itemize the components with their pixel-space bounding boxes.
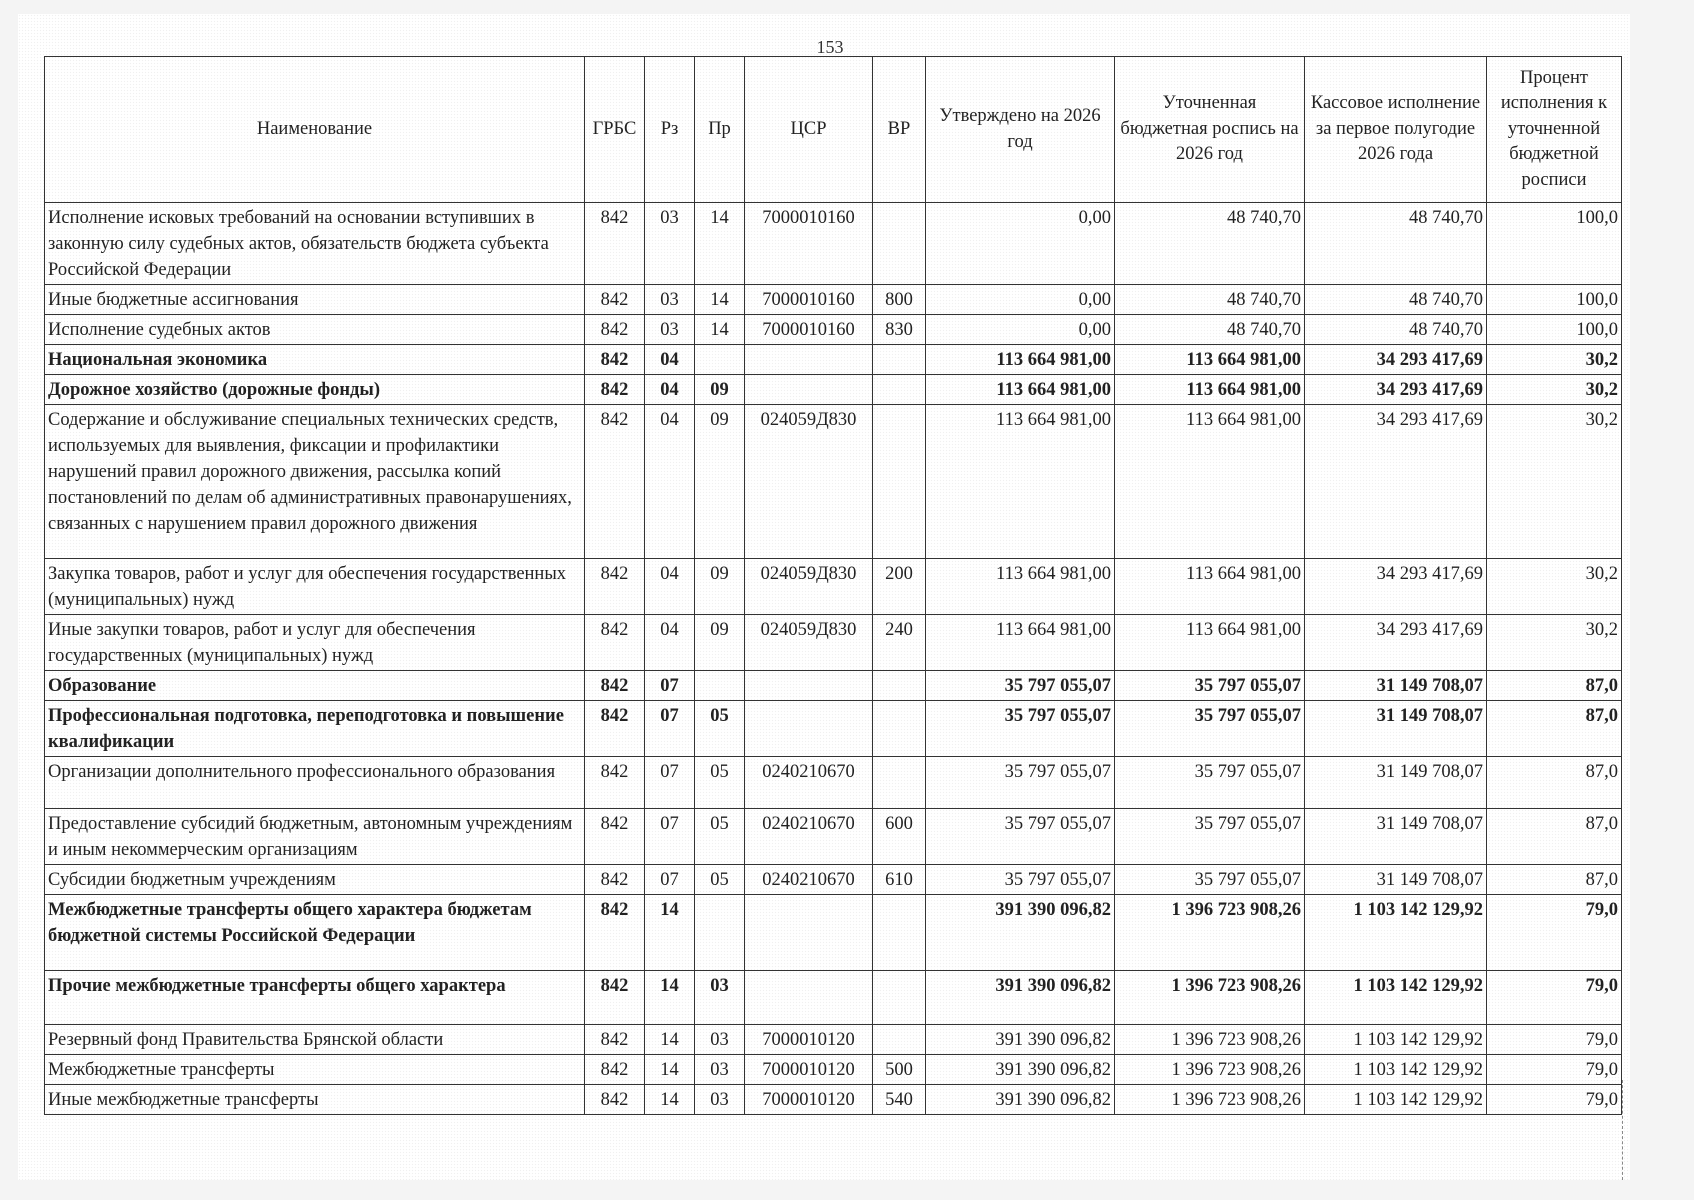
- cell-cash: 34 293 417,69: [1305, 345, 1487, 375]
- cell-vr: 610: [873, 865, 926, 895]
- cell-refined: 35 797 055,07: [1115, 671, 1305, 701]
- cell-pr: 14: [695, 285, 745, 315]
- cell-grbs: 842: [585, 671, 645, 701]
- cell-percent: 30,2: [1487, 559, 1622, 615]
- cell-approved: 0,00: [926, 285, 1115, 315]
- table-row: [45, 809, 1622, 865]
- cell-csr: 7000010120: [745, 1085, 873, 1115]
- cell-rz: 07: [645, 809, 695, 865]
- cell-vr: 800: [873, 285, 926, 315]
- cell-cash: 48 740,70: [1305, 315, 1487, 345]
- cell-cash: 31 149 708,07: [1305, 865, 1487, 895]
- cell-approved: 391 390 096,82: [926, 895, 1115, 971]
- cell-csr: [745, 701, 873, 757]
- cell-refined: 113 664 981,00: [1115, 375, 1305, 405]
- cell-csr: 7000010160: [745, 285, 873, 315]
- cell-approved: 391 390 096,82: [926, 1085, 1115, 1115]
- cell-grbs: 842: [585, 345, 645, 375]
- cell-pr: 05: [695, 701, 745, 757]
- cell-refined: 1 396 723 908,26: [1115, 971, 1305, 1025]
- header-refined: Уточненная бюджетная роспись на 2026 год: [1115, 57, 1305, 203]
- cell-cash: 1 103 142 129,92: [1305, 1055, 1487, 1085]
- cell-cash: 34 293 417,69: [1305, 615, 1487, 671]
- cell-refined: 113 664 981,00: [1115, 615, 1305, 671]
- cell-refined: 113 664 981,00: [1115, 405, 1305, 559]
- cell-approved: 0,00: [926, 203, 1115, 285]
- cell-vr: [873, 345, 926, 375]
- cell-cash: 1 103 142 129,92: [1305, 895, 1487, 971]
- cell-approved: 391 390 096,82: [926, 1025, 1115, 1055]
- cell-refined: 48 740,70: [1115, 315, 1305, 345]
- cell-grbs: 842: [585, 615, 645, 671]
- cell-grbs: 842: [585, 701, 645, 757]
- cell-vr: [873, 203, 926, 285]
- cell-vr: 500: [873, 1055, 926, 1085]
- page-number: 153: [816, 37, 844, 57]
- cell-rz: 07: [645, 865, 695, 895]
- cell-vr: [873, 757, 926, 809]
- cell-name: Иные межбюджетные трансферты: [45, 1085, 585, 1115]
- cell-name: Межбюджетные трансферты общего характера бюджетам бюджетной системы Российской Федерации: [45, 895, 585, 971]
- cell-cash: 34 293 417,69: [1305, 559, 1487, 615]
- cell-csr: 0240210670: [745, 757, 873, 809]
- cell-grbs: 842: [585, 1055, 645, 1085]
- cell-csr: [745, 375, 873, 405]
- cell-refined: 35 797 055,07: [1115, 701, 1305, 757]
- cell-pr: 05: [695, 809, 745, 865]
- cell-percent: 87,0: [1487, 757, 1622, 809]
- cell-percent: 100,0: [1487, 203, 1622, 285]
- cell-name: Содержание и обслуживание специальных технических средств, используемых для выявления, фиксации и профилактики нарушений правил дорожного движения, рассылка копий постановлений по делам об административных правонарушениях, связанных с нарушением правил дорожного движения: [45, 405, 585, 559]
- table-row: [45, 615, 1622, 671]
- cell-grbs: 842: [585, 315, 645, 345]
- cell-csr: 7000010120: [745, 1025, 873, 1055]
- cell-approved: 391 390 096,82: [926, 971, 1115, 1025]
- cell-refined: 48 740,70: [1115, 285, 1305, 315]
- table-row: [45, 203, 1622, 285]
- cell-rz: 04: [645, 405, 695, 559]
- cell-name: Иные бюджетные ассигнования: [45, 285, 585, 315]
- cell-pr: 03: [695, 971, 745, 1025]
- cell-percent: 87,0: [1487, 671, 1622, 701]
- cell-csr: 024059Д830: [745, 559, 873, 615]
- cell-cash: 31 149 708,07: [1305, 809, 1487, 865]
- cell-vr: [873, 405, 926, 559]
- cell-percent: 87,0: [1487, 865, 1622, 895]
- cell-name: Иные закупки товаров, работ и услуг для обеспечения государственных (муниципальных) нужд: [45, 615, 585, 671]
- cell-grbs: 842: [585, 895, 645, 971]
- cell-csr: 024059Д830: [745, 405, 873, 559]
- cell-refined: 1 396 723 908,26: [1115, 1085, 1305, 1115]
- cell-vr: 200: [873, 559, 926, 615]
- cell-rz: 07: [645, 671, 695, 701]
- table-row: [45, 1055, 1622, 1085]
- budget-table: [44, 56, 1622, 1115]
- cell-vr: [873, 895, 926, 971]
- header-row: [45, 57, 1622, 203]
- cell-percent: 87,0: [1487, 701, 1622, 757]
- cell-rz: 04: [645, 375, 695, 405]
- cell-percent: 100,0: [1487, 285, 1622, 315]
- cell-name: Субсидии бюджетным учреждениям: [45, 865, 585, 895]
- cell-percent: 30,2: [1487, 405, 1622, 559]
- cell-name: Прочие межбюджетные трансферты общего характера: [45, 971, 585, 1025]
- cell-percent: 100,0: [1487, 315, 1622, 345]
- table-row: [45, 1085, 1622, 1115]
- cell-vr: 240: [873, 615, 926, 671]
- header-percent: Процент исполнения к уточненной бюджетной росписи: [1487, 57, 1622, 203]
- cell-rz: 07: [645, 757, 695, 809]
- table-row: [45, 559, 1622, 615]
- cell-rz: 14: [645, 1085, 695, 1115]
- cell-approved: 35 797 055,07: [926, 671, 1115, 701]
- cell-approved: 113 664 981,00: [926, 375, 1115, 405]
- cell-rz: 14: [645, 1055, 695, 1085]
- cell-vr: [873, 1025, 926, 1055]
- cell-refined: 35 797 055,07: [1115, 865, 1305, 895]
- header-pr: Пр: [695, 57, 745, 203]
- cell-approved: 113 664 981,00: [926, 345, 1115, 375]
- cell-grbs: 842: [585, 971, 645, 1025]
- cell-refined: 35 797 055,07: [1115, 757, 1305, 809]
- cell-percent: 79,0: [1487, 1025, 1622, 1055]
- cell-name: Дорожное хозяйство (дорожные фонды): [45, 375, 585, 405]
- cell-csr: [745, 971, 873, 1025]
- cell-pr: 03: [695, 1085, 745, 1115]
- cell-grbs: 842: [585, 559, 645, 615]
- table-row: [45, 375, 1622, 405]
- cell-name: Закупка товаров, работ и услуг для обеспечения государственных (муниципальных) нужд: [45, 559, 585, 615]
- table-row: [45, 895, 1622, 971]
- cell-approved: 35 797 055,07: [926, 701, 1115, 757]
- cell-approved: 391 390 096,82: [926, 1055, 1115, 1085]
- table-row: [45, 285, 1622, 315]
- cell-approved: 0,00: [926, 315, 1115, 345]
- cell-grbs: 842: [585, 375, 645, 405]
- cell-cash: 48 740,70: [1305, 285, 1487, 315]
- cell-pr: 09: [695, 375, 745, 405]
- table-row: [45, 345, 1622, 375]
- cell-rz: 04: [645, 345, 695, 375]
- cell-csr: 7000010120: [745, 1055, 873, 1085]
- header-csr: ЦСР: [745, 57, 873, 203]
- cell-refined: 1 396 723 908,26: [1115, 895, 1305, 971]
- cell-name: Профессиональная подготовка, переподготовка и повышение квалификации: [45, 701, 585, 757]
- cell-pr: [695, 671, 745, 701]
- cell-percent: 79,0: [1487, 1055, 1622, 1085]
- cell-cash: 34 293 417,69: [1305, 375, 1487, 405]
- cell-csr: [745, 345, 873, 375]
- cell-vr: 540: [873, 1085, 926, 1115]
- cell-pr: 09: [695, 559, 745, 615]
- cell-percent: 30,2: [1487, 615, 1622, 671]
- table-row: [45, 1025, 1622, 1055]
- cell-csr: 7000010160: [745, 203, 873, 285]
- cell-pr: 09: [695, 615, 745, 671]
- cell-name: Межбюджетные трансферты: [45, 1055, 585, 1085]
- cell-percent: 30,2: [1487, 375, 1622, 405]
- table-row: [45, 671, 1622, 701]
- cell-approved: 113 664 981,00: [926, 405, 1115, 559]
- cell-name: Исполнение исковых требований на основании вступивших в законную силу судебных актов, обязательств бюджета субъекта Российской Федерации: [45, 203, 585, 285]
- cell-approved: 35 797 055,07: [926, 809, 1115, 865]
- table-row: [45, 405, 1622, 559]
- cell-name: Предоставление субсидий бюджетным, автономным учреждениям и иным некоммерческим организациям: [45, 809, 585, 865]
- cell-pr: 05: [695, 865, 745, 895]
- cell-rz: 07: [645, 701, 695, 757]
- cell-grbs: 842: [585, 203, 645, 285]
- cell-name: Организации дополнительного профессионального образования: [45, 757, 585, 809]
- cell-csr: 024059Д830: [745, 615, 873, 671]
- cell-pr: [695, 895, 745, 971]
- cell-csr: 0240210670: [745, 809, 873, 865]
- cell-percent: 79,0: [1487, 1085, 1622, 1115]
- table-row: [45, 701, 1622, 757]
- cell-pr: 03: [695, 1055, 745, 1085]
- cell-name: Резервный фонд Правительства Брянской области: [45, 1025, 585, 1055]
- cell-cash: 31 149 708,07: [1305, 671, 1487, 701]
- cell-refined: 1 396 723 908,26: [1115, 1025, 1305, 1055]
- page-edge-mark: [1622, 1080, 1625, 1180]
- cell-csr: [745, 671, 873, 701]
- cell-vr: 600: [873, 809, 926, 865]
- cell-refined: 35 797 055,07: [1115, 809, 1305, 865]
- cell-vr: [873, 701, 926, 757]
- cell-grbs: 842: [585, 1025, 645, 1055]
- cell-approved: 113 664 981,00: [926, 615, 1115, 671]
- cell-pr: 14: [695, 315, 745, 345]
- header-vr: ВР: [873, 57, 926, 203]
- table-row: [45, 757, 1622, 809]
- cell-pr: [695, 345, 745, 375]
- cell-grbs: 842: [585, 865, 645, 895]
- cell-grbs: 842: [585, 809, 645, 865]
- cell-rz: 04: [645, 615, 695, 671]
- table-row: [45, 971, 1622, 1025]
- cell-cash: 31 149 708,07: [1305, 757, 1487, 809]
- cell-refined: 48 740,70: [1115, 203, 1305, 285]
- header-approved: Утверждено на 2026 год: [926, 57, 1115, 203]
- cell-csr: 7000010160: [745, 315, 873, 345]
- cell-refined: 113 664 981,00: [1115, 559, 1305, 615]
- cell-cash: 48 740,70: [1305, 203, 1487, 285]
- cell-rz: 14: [645, 971, 695, 1025]
- cell-rz: 03: [645, 285, 695, 315]
- cell-cash: 1 103 142 129,92: [1305, 1085, 1487, 1115]
- cell-cash: 1 103 142 129,92: [1305, 971, 1487, 1025]
- cell-cash: 34 293 417,69: [1305, 405, 1487, 559]
- cell-refined: 1 396 723 908,26: [1115, 1055, 1305, 1085]
- cell-vr: [873, 971, 926, 1025]
- table-row: [45, 865, 1622, 895]
- cell-vr: 830: [873, 315, 926, 345]
- cell-cash: 1 103 142 129,92: [1305, 1025, 1487, 1055]
- cell-csr: 0240210670: [745, 865, 873, 895]
- cell-grbs: 842: [585, 757, 645, 809]
- cell-grbs: 842: [585, 285, 645, 315]
- header-cash: Кассовое исполнение за первое полугодие 2026 года: [1305, 57, 1487, 203]
- header-rz: Рз: [645, 57, 695, 203]
- cell-name: Образование: [45, 671, 585, 701]
- cell-csr: [745, 895, 873, 971]
- cell-approved: 35 797 055,07: [926, 865, 1115, 895]
- cell-refined: 113 664 981,00: [1115, 345, 1305, 375]
- cell-name: Национальная экономика: [45, 345, 585, 375]
- cell-pr: 14: [695, 203, 745, 285]
- cell-approved: 35 797 055,07: [926, 757, 1115, 809]
- cell-rz: 14: [645, 1025, 695, 1055]
- cell-rz: 04: [645, 559, 695, 615]
- cell-rz: 03: [645, 315, 695, 345]
- header-name: Наименование: [45, 57, 585, 203]
- cell-grbs: 842: [585, 405, 645, 559]
- cell-percent: 87,0: [1487, 809, 1622, 865]
- cell-name: Исполнение судебных актов: [45, 315, 585, 345]
- cell-cash: 31 149 708,07: [1305, 701, 1487, 757]
- cell-pr: 03: [695, 1025, 745, 1055]
- cell-pr: 09: [695, 405, 745, 559]
- cell-pr: 05: [695, 757, 745, 809]
- header-grbs: ГРБС: [585, 57, 645, 203]
- cell-percent: 30,2: [1487, 345, 1622, 375]
- cell-percent: 79,0: [1487, 895, 1622, 971]
- cell-grbs: 842: [585, 1085, 645, 1115]
- cell-rz: 03: [645, 203, 695, 285]
- table-row: [45, 315, 1622, 345]
- cell-rz: 14: [645, 895, 695, 971]
- cell-approved: 113 664 981,00: [926, 559, 1115, 615]
- cell-vr: [873, 375, 926, 405]
- cell-percent: 79,0: [1487, 971, 1622, 1025]
- cell-vr: [873, 671, 926, 701]
